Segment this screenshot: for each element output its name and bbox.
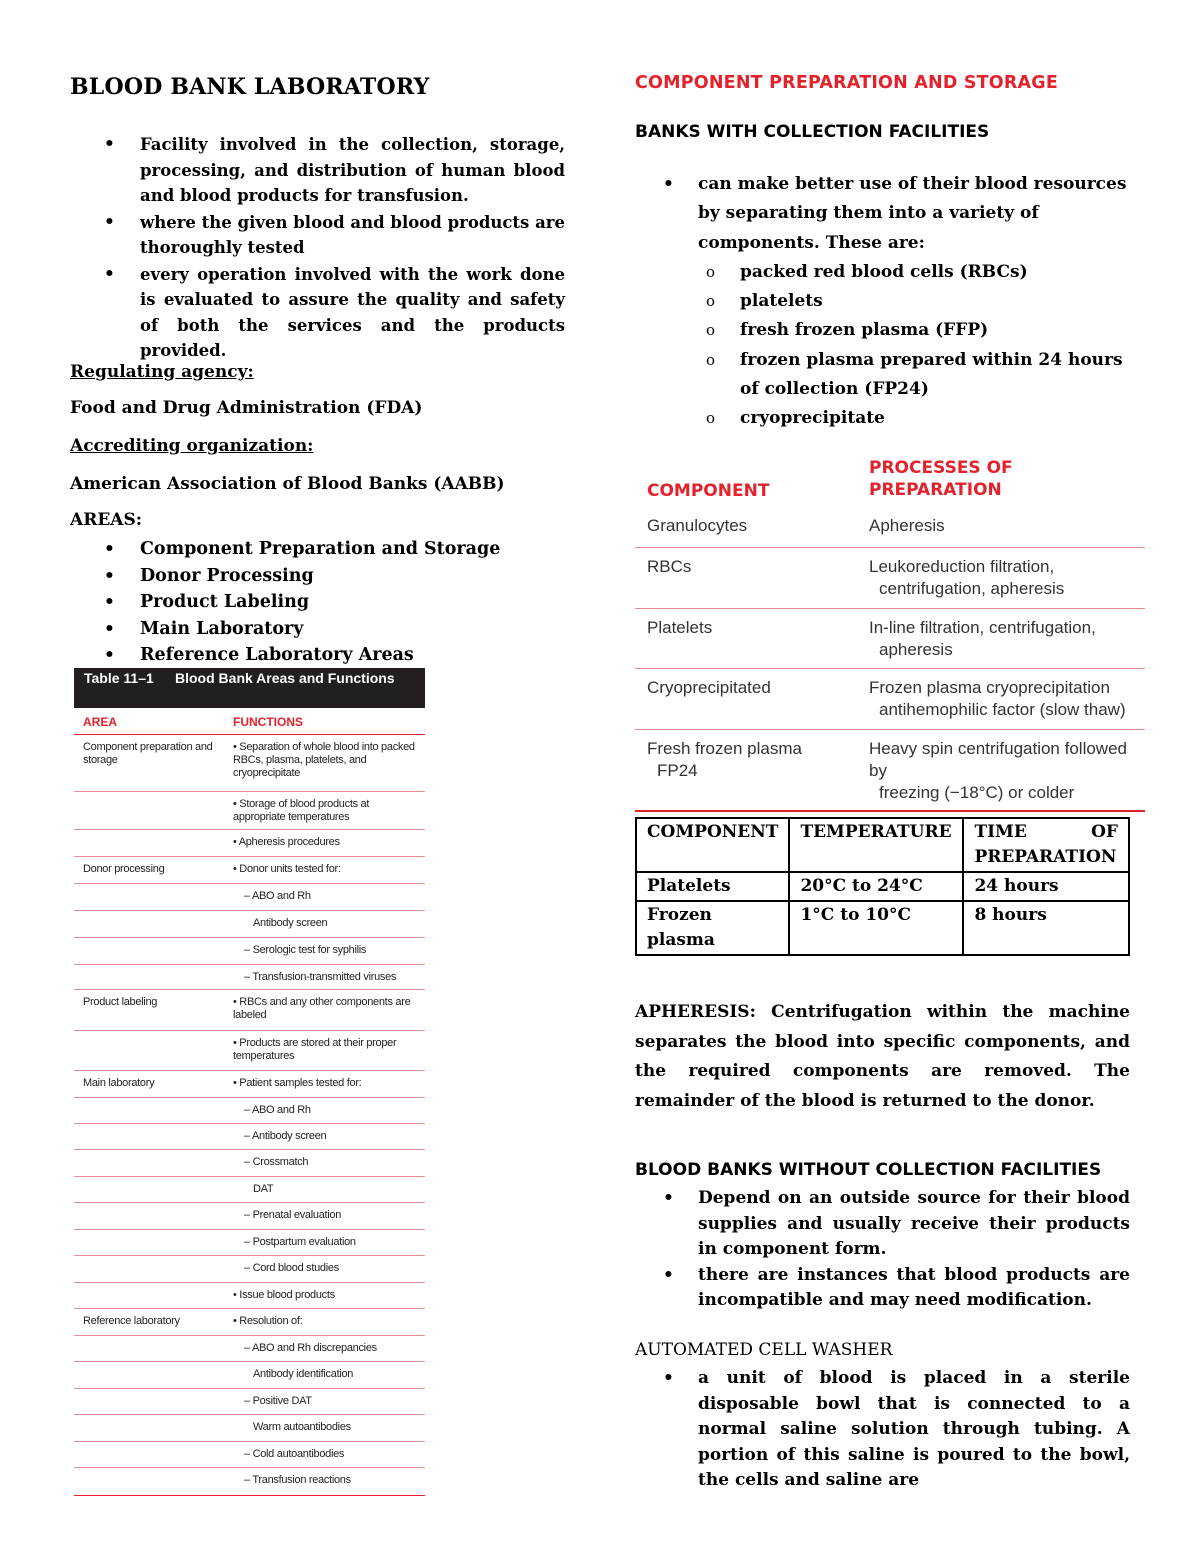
- processes-table: [635, 455, 1145, 812]
- table-cell: 1°C to 10°C: [789, 901, 963, 955]
- cell-line: Frozen plasma cryoprecipitation: [869, 678, 1110, 697]
- area-cell: Product labeling: [83, 996, 158, 1008]
- table-row: [74, 1230, 425, 1256]
- function-cell: • RBCs and any other components are labeled: [233, 996, 411, 1021]
- with-collection-heading: BANKS WITH COLLECTION FACILITIES: [635, 122, 990, 142]
- table-row: [635, 609, 1145, 669]
- cell-line: apheresis: [879, 640, 953, 659]
- function-cell: • Apheresis procedures: [233, 836, 340, 848]
- without-collection-heading: BLOOD BANKS WITHOUT COLLECTION FACILITIES: [635, 1160, 1102, 1180]
- cell-line: FP24: [657, 761, 698, 780]
- area-cell: Reference laboratory: [83, 1315, 180, 1327]
- cell-line: Granulocytes: [647, 516, 748, 535]
- cell-line: In-line filtration, centrifugation,: [869, 618, 1096, 637]
- list-item: • Depend on an outside source for their blood supplies and usually receive their products in component form.: [635, 1186, 1130, 1263]
- table-row: [635, 507, 1145, 548]
- table-row: [74, 1389, 425, 1415]
- process-cell: [869, 515, 1144, 537]
- column-header-area: AREA: [83, 715, 118, 729]
- process-cell: [869, 738, 1144, 804]
- function-cell: • Donor units tested for:: [233, 863, 341, 875]
- list-item: o cryoprecipitate: [635, 404, 1140, 433]
- function-cell: – ABO and Rh: [244, 1104, 311, 1116]
- function-cell: – ABO and Rh: [244, 890, 311, 902]
- list-item: o platelets: [635, 287, 1140, 316]
- table-number: Table 11–1: [84, 670, 154, 686]
- process-cell: [869, 556, 1144, 600]
- cell-line: centrifugation, apheresis: [879, 579, 1065, 598]
- function-cell: • Resolution of:: [233, 1315, 303, 1327]
- process-cell: [869, 617, 1144, 661]
- cell-line: Leukoreduction filtration,: [869, 557, 1055, 576]
- function-cell: • Patient samples tested for:: [233, 1077, 362, 1089]
- temperature-table: [635, 817, 1130, 956]
- list-item: • there are instances that blood products are incompatible and may need modification.: [635, 1263, 1130, 1314]
- component-cell: [647, 677, 771, 699]
- table-row: [74, 965, 425, 990]
- list-item: • Component Preparation and Storage: [70, 536, 500, 563]
- table-row: [74, 911, 425, 938]
- function-cell: Antibody identification: [253, 1368, 354, 1380]
- areas-list: [70, 536, 500, 669]
- table-caption: [74, 668, 425, 708]
- table-row: [635, 730, 1145, 812]
- header-word: OF: [1091, 822, 1118, 842]
- component-cell: [647, 738, 802, 782]
- function-cell: Warm autoantibodies: [253, 1421, 351, 1433]
- cell-line: freezing (−18°C) or colder: [879, 783, 1075, 802]
- table-row: [74, 1336, 425, 1362]
- table-row: [74, 1124, 425, 1150]
- table-row: [74, 1203, 425, 1230]
- area-cell: Component preparation and storage: [83, 741, 213, 766]
- cell-washer-heading: AUTOMATED CELL WASHER: [635, 1340, 893, 1360]
- component-cell: [647, 556, 691, 578]
- table-row: [74, 1468, 425, 1496]
- table-row: [74, 1415, 425, 1442]
- table-row: [74, 792, 425, 830]
- table-row: [74, 1150, 425, 1177]
- table-row: [636, 872, 1129, 901]
- table-row: [636, 901, 1129, 955]
- area-cell: Main laboratory: [83, 1077, 155, 1089]
- column-header-functions: FUNCTIONS: [233, 715, 303, 729]
- table-row: [74, 1256, 425, 1283]
- column-header-component: COMPONENT: [636, 818, 789, 872]
- table-row: [74, 1071, 425, 1098]
- page-title: BLOOD BANK LABORATORY: [70, 74, 430, 100]
- table-cell: 20°C to 24°C: [789, 872, 963, 901]
- table-row: [74, 1031, 425, 1071]
- table-row: [74, 1177, 425, 1203]
- table-row: [74, 938, 425, 965]
- list-item: o fresh frozen plasma (FFP): [635, 316, 1140, 345]
- function-cell: – Positive DAT: [244, 1395, 312, 1407]
- function-cell: – Crossmatch: [244, 1156, 309, 1168]
- table-row: [74, 1309, 425, 1336]
- table-cell: 8 hours: [963, 901, 1129, 955]
- component-cell: [647, 515, 747, 537]
- without-collection-block: [635, 1186, 1130, 1314]
- function-cell: – Prenatal evaluation: [244, 1209, 342, 1221]
- header-word: PREPARATION: [974, 847, 1117, 867]
- function-cell: – Transfusion reactions: [244, 1474, 351, 1486]
- list-item: • where the given blood and blood products are thoroughly tested: [70, 210, 565, 261]
- regulating-agency-label: Regulating agency:: [70, 362, 254, 382]
- section-title: COMPONENT PREPARATION AND STORAGE: [635, 73, 1059, 93]
- table-header-row: [636, 818, 1129, 872]
- table-header: [635, 455, 1145, 507]
- list-item: o frozen plasma prepared within 24 hours of collection (FP24): [635, 346, 1140, 405]
- table-cell: 24 hours: [963, 872, 1129, 901]
- table-cell: Frozen plasma: [636, 901, 789, 955]
- without-list: [635, 1186, 1130, 1314]
- cell-line: Cryoprecipitated: [647, 678, 771, 697]
- list-item: • Donor Processing: [70, 563, 500, 590]
- cell-line: Apheresis: [869, 516, 945, 535]
- list-item: • every operation involved with the work done is evaluated to assure the quality and safety of both the services and the products provided.: [70, 262, 565, 364]
- list-item: • can make better use of their blood resources by separating them into a variety of components. These are:: [635, 170, 1140, 258]
- table-row: [74, 857, 425, 884]
- cell-line: antihemophilic factor (slow thaw): [879, 700, 1126, 719]
- header-line: PREPARATION: [869, 480, 1002, 500]
- intro-list: [70, 132, 565, 365]
- cell-line: Fresh frozen plasma: [647, 739, 802, 758]
- function-cell: Antibody screen: [253, 917, 328, 929]
- header-word: TIME: [974, 822, 1027, 842]
- table-row: [74, 990, 425, 1031]
- apheresis-text: Centrifugation within the machine separates the blood into specific components, and the required components are removed. The remainder of the blood is returned to the donor.: [635, 1002, 1130, 1111]
- regulating-agency-value: Food and Drug Administration (FDA): [70, 398, 423, 418]
- function-cell: • Storage of blood products at appropriate temperatures: [233, 798, 370, 823]
- list-item: • Product Labeling: [70, 589, 500, 616]
- cell-washer-block: [635, 1366, 1130, 1494]
- column-header-processes: [869, 457, 1013, 501]
- areas-label: AREAS:: [70, 510, 143, 530]
- function-cell: • Issue blood products: [233, 1289, 335, 1301]
- table-row: [74, 884, 425, 911]
- function-cell: – ABO and Rh discrepancies: [244, 1342, 377, 1354]
- process-cell: [869, 677, 1144, 721]
- list-item: • a unit of blood is placed in a sterile disposable bowl that is connected to a normal saline solution through tubing. A portion of this saline is poured to the bowl, the cells and saline are: [635, 1366, 1130, 1494]
- function-cell: • Separation of whole blood into packed RBCs, plasma, platelets, and cryoprecipitate: [233, 741, 415, 779]
- cell-line: RBCs: [647, 557, 692, 576]
- table-row: [635, 669, 1145, 730]
- function-cell: – Antibody screen: [244, 1130, 327, 1142]
- table-body: [635, 507, 1145, 812]
- accrediting-org-label: Accrediting organization:: [70, 436, 314, 456]
- function-cell: DAT: [253, 1183, 274, 1195]
- list-item: • Facility involved in the collection, storage, processing, and distribution of human blood and blood products for transfusion.: [70, 132, 565, 209]
- function-cell: – Postpartum evaluation: [244, 1236, 356, 1248]
- function-cell: – Transfusion-transmitted viruses: [244, 971, 397, 983]
- function-cell: – Cord blood studies: [244, 1262, 339, 1274]
- table-row: [635, 548, 1145, 609]
- table-row: [74, 1283, 425, 1309]
- cell-line: Heavy spin centrifugation followed by: [869, 739, 1127, 780]
- apheresis-label: APHERESIS:: [635, 1002, 756, 1022]
- cell-line: Platelets: [647, 618, 713, 637]
- table-row: [74, 1362, 425, 1389]
- table-row: [74, 830, 425, 857]
- function-cell: – Serologic test for syphilis: [244, 944, 367, 956]
- column-header-component: COMPONENT: [647, 481, 770, 501]
- washer-list: [635, 1366, 1130, 1494]
- table-body: [74, 735, 425, 1496]
- table-header: [74, 708, 425, 735]
- table-row: [74, 735, 425, 792]
- function-cell: – Cold autoantibodies: [244, 1448, 345, 1460]
- accrediting-org-value: American Association of Blood Banks (AABB): [70, 474, 505, 494]
- table-title: Blood Bank Areas and Functions: [175, 670, 395, 686]
- header-line: PROCESSES OF: [869, 458, 1013, 478]
- column-header-temperature: TEMPERATURE: [789, 818, 963, 872]
- table-row: [74, 1442, 425, 1468]
- components-list: [635, 258, 1140, 434]
- blood-bank-areas-table: [74, 668, 425, 1496]
- list-item: o packed red blood cells (RBCs): [635, 258, 1140, 287]
- area-cell: Donor processing: [83, 863, 165, 875]
- list-item: • Reference Laboratory Areas: [70, 642, 500, 669]
- function-cell: • Products are stored at their proper temperatures: [233, 1037, 397, 1062]
- column-header-time: [963, 818, 1129, 872]
- with-collection-block: [635, 170, 1140, 434]
- component-cell: [647, 617, 712, 639]
- apheresis-paragraph: [635, 998, 1130, 1116]
- table-row: [74, 1098, 425, 1124]
- table-cell: Platelets: [636, 872, 789, 901]
- list-item: • Main Laboratory: [70, 616, 500, 643]
